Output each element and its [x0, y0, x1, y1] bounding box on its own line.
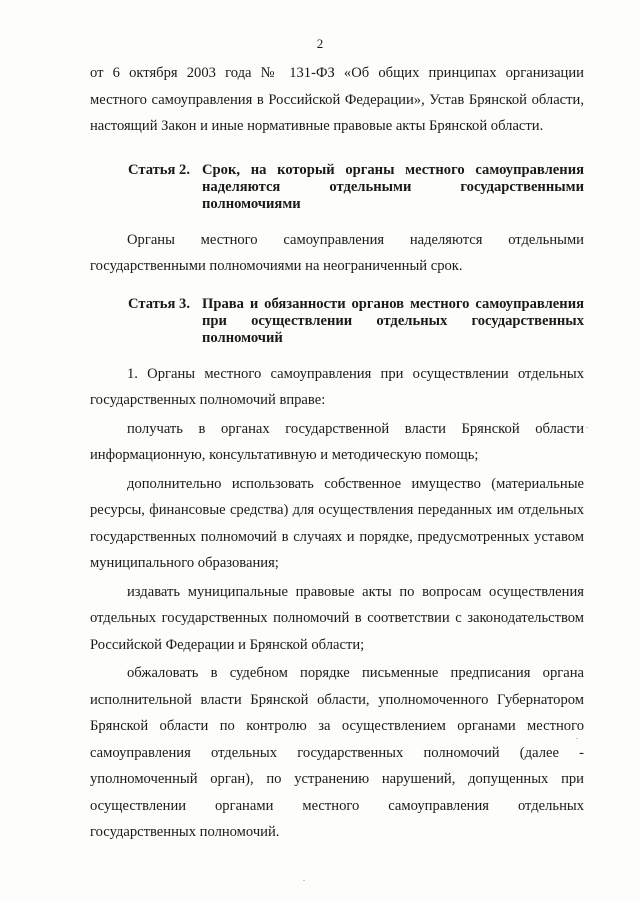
article-3-paragraph-1: 1. Органы местного самоуправления при осуществлении отдельных государственных полномочий вправе:	[90, 365, 584, 408]
article-3-heading	[128, 296, 584, 347]
article-2-number: Статья 2.	[128, 161, 190, 178]
article-3-paragraph-5: обжаловать в судебном порядке письменные предписания органа исполнительной власти Брянской области, уполномоченного Губернатором Брянской области по контролю за осуществлением органами местного самоуправления отдельных государственных полномочий (далее - уполномоченный орган), по устранению нарушений, допущенных при осуществлении органами местного самоуправления отдельных государственных полномочий.	[90, 665, 584, 840]
article-3-title: Права и обязанности органов местного самоуправления при осуществлении отдельных государственных полномочий	[202, 295, 584, 346]
article-2-heading	[128, 162, 584, 213]
scan-speck	[586, 427, 588, 428]
article-3-number: Статья 3.	[128, 295, 190, 312]
scan-speck	[576, 738, 578, 739]
intro-paragraph: от 6 октября 2003 года № 131-ФЗ «Об общих принципах организации местного самоуправления в Российской Федерации», Устав Брянской области, настоящий Закон и иные нормативные правовые акты Брянской области.	[90, 65, 584, 134]
document-body	[90, 60, 584, 846]
article-3-paragraph-3: дополнительно использовать собственное имущество (материальные ресурсы, финансовые средства) для осуществления переданных им отдельных государственных полномочий в случаях и порядке, предусмотренных уставом муниципального образования;	[90, 475, 584, 571]
article-3-paragraph-4: издавать муниципальные правовые акты по вопросам осуществления отдельных государственных полномочий в соответствии с законодательством Российской Федерации и Брянской области;	[90, 583, 584, 653]
scan-speck	[303, 880, 305, 881]
article-2-text: Органы местного самоуправления наделяются отдельными государственными полномочиями на неограниченный срок.	[90, 231, 584, 274]
article-2-title: Срок, на который органы местного самоуправления наделяются отдельными государственными полномочиями	[202, 161, 584, 212]
article-3-paragraph-2: получать в органах государственной власти Брянской области информационную, консультативную и методическую помощь;	[90, 420, 584, 463]
page-number: 2	[316, 36, 324, 51]
